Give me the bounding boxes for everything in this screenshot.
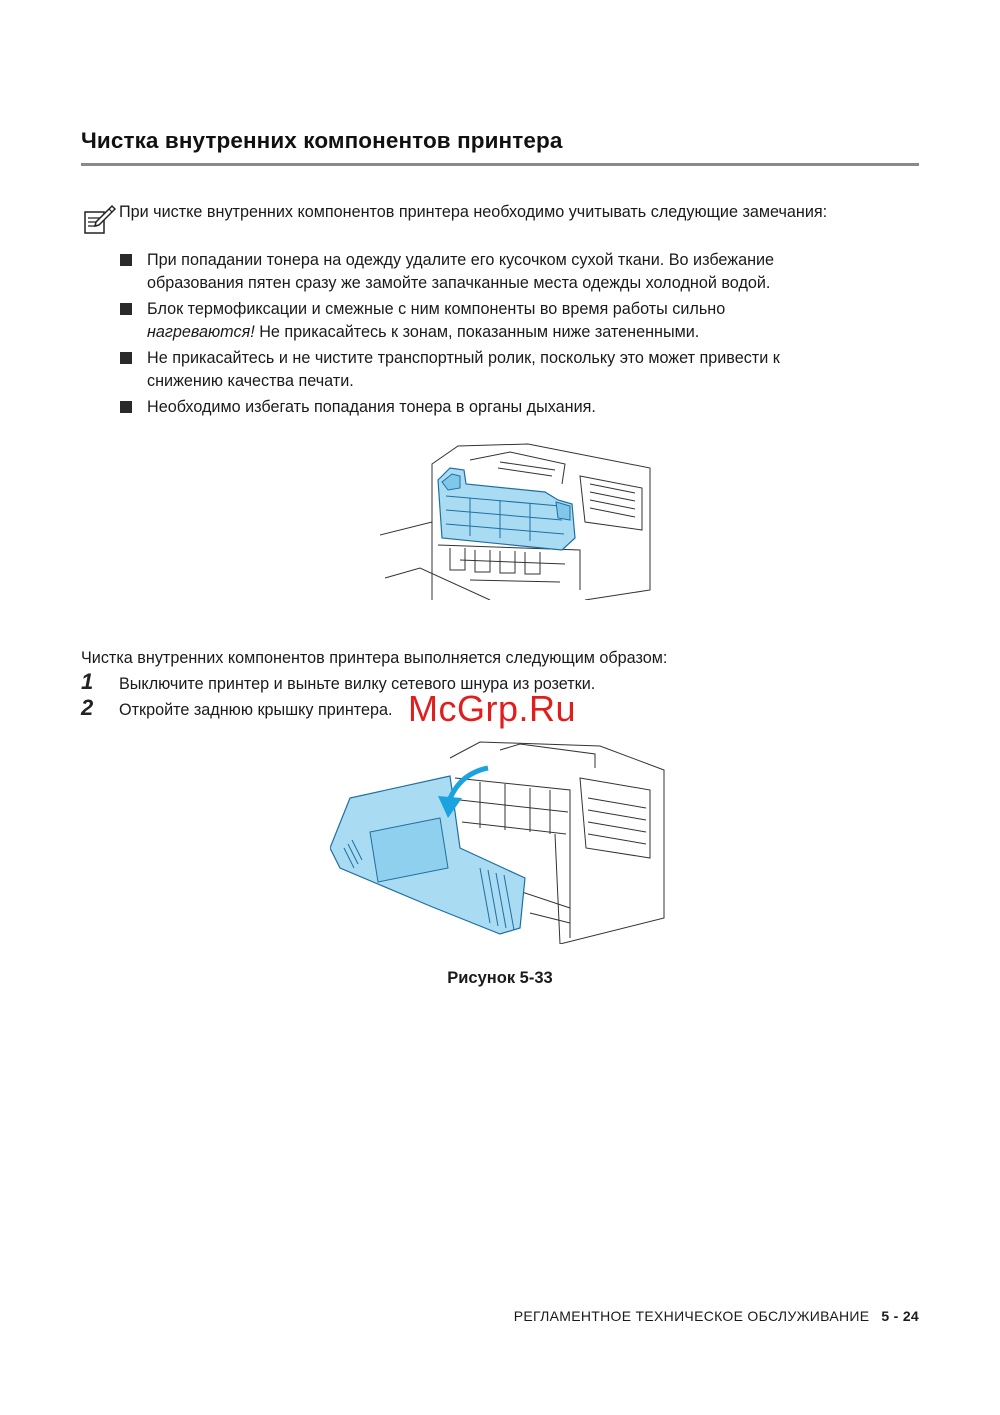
bullet-line: Блок термофиксации и смежные с ним компоненты во время работы сильно — [147, 300, 726, 318]
square-bullet-icon — [120, 401, 132, 413]
list-item — [119, 249, 909, 295]
title-divider — [81, 163, 919, 166]
step-text: Откройте заднюю крышку принтера. — [119, 701, 393, 719]
bullet-line: Необходимо избегать попадания тонера в органы дыхания. — [147, 398, 596, 416]
list-item — [119, 298, 909, 344]
footer-section-name: РЕГЛАМЕНТНОЕ ТЕХНИЧЕСКОЕ ОБСЛУЖИВАНИЕ — [513, 1308, 870, 1324]
fuser-hot-area-illustration — [380, 440, 652, 600]
pencil-note-icon — [82, 203, 116, 237]
list-item — [119, 347, 909, 393]
square-bullet-icon — [120, 303, 132, 315]
step-number: 1 — [81, 669, 94, 694]
figure-caption: Рисунок 5-33 — [447, 969, 553, 987]
bullet-line: При попадании тонера на одежду удалите его кусочком сухой ткани. Во избежание — [147, 251, 775, 269]
note-intro: При чистке внутренних компонентов принтера необходимо учитывать следующие замечания: — [119, 203, 828, 221]
step-text: Выключите принтер и выньте вилку сетевого шнура из розетки. — [119, 675, 596, 693]
bullet-line: Не прикасайтесь к зонам, показанным ниже затененными. — [254, 323, 700, 341]
open-back-cover-illustration — [330, 738, 666, 944]
page-title: Чистка внутренних компонентов принтера — [81, 128, 563, 153]
square-bullet-icon — [120, 254, 132, 266]
watermark: McGrp.Ru — [408, 688, 577, 729]
bullet-line: Не прикасайтесь и не чистите транспортный ролик, поскольку это может привести к — [147, 349, 780, 367]
square-bullet-icon — [120, 352, 132, 364]
bullet-emphasis: нагреваются! — [147, 323, 255, 341]
bullet-line: образования пятен сразу же замойте запачканные места одежды холодной водой. — [147, 274, 771, 292]
page-footer — [514, 1308, 919, 1324]
page-number: 5 - 24 — [881, 1308, 919, 1324]
bullet-line: снижению качества печати. — [147, 372, 354, 390]
procedure-lead: Чистка внутренних компонентов принтера выполняется следующим образом: — [81, 649, 668, 667]
list-item — [119, 396, 909, 419]
step-number: 2 — [81, 695, 94, 720]
note-bullet-list — [119, 249, 909, 422]
